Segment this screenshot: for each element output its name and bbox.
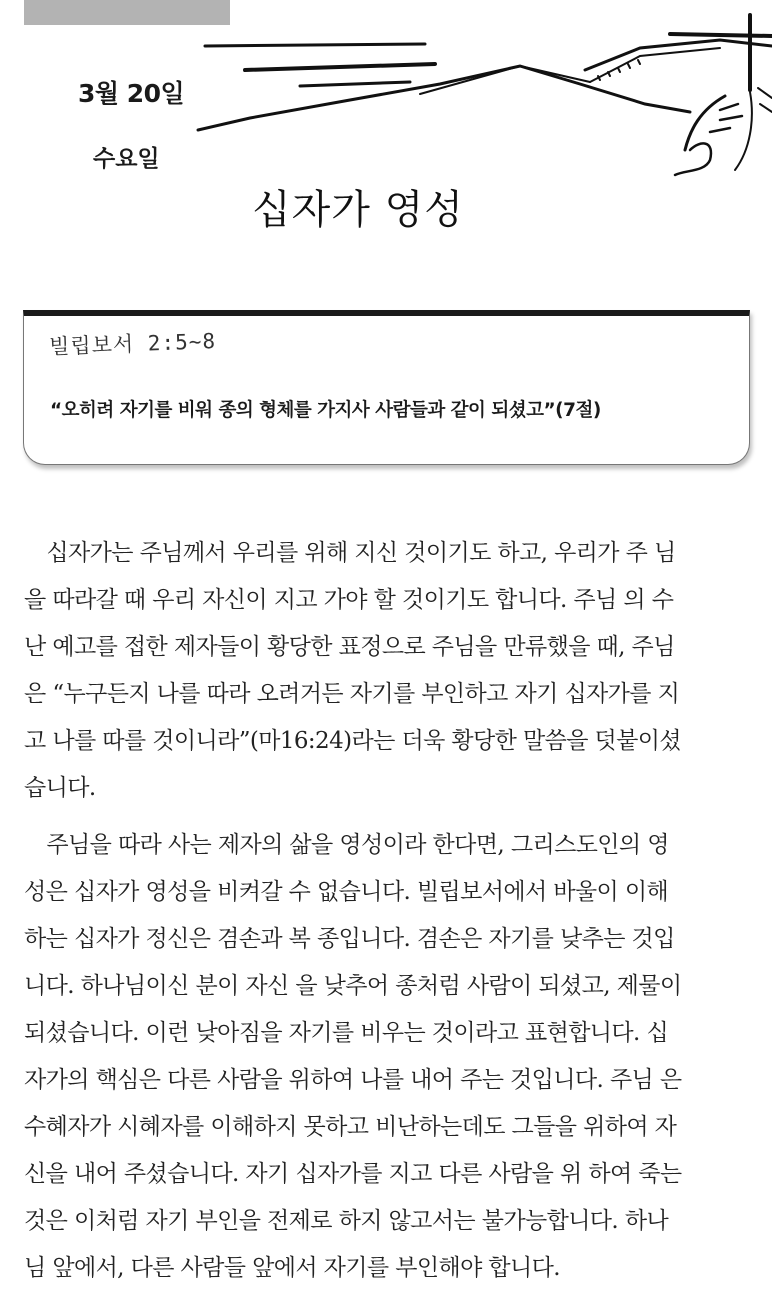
text-line: 성은 십자가 영성을 비켜갈 수 없습니다. 빌립보서에서 바울이 이해 — [24, 879, 669, 905]
text-line: 주님을 따라 사는 제자의 삶을 영성이라 한다면, 그리스도인의 영 — [24, 832, 669, 858]
cross-hill-illustration — [190, 0, 772, 180]
date-label: 3월 20일 — [78, 79, 185, 108]
paragraph-2 — [24, 822, 752, 1292]
text-line: 고 나를 따를 것이니라”(마16:24)라는 더욱 황당한 말씀을 덧붙이셨 — [24, 728, 681, 754]
text-line: 니다. 하나님이신 분이 자신 을 낮추어 종처럼 사람이 되셨고, 제물이 — [24, 973, 682, 999]
scripture-box — [23, 310, 750, 465]
text-line: 신을 내어 주셨습니다. 자기 십자가를 지고 다른 사람을 위 하여 죽는 — [24, 1161, 682, 1187]
text-line: 을 따라갈 때 우리 자신이 지고 가야 할 것이기도 합니다. 주님 의 수 — [24, 587, 674, 613]
text-line: 자가의 핵심은 다른 사람을 위하여 나를 내어 주는 것입니다. 주님 은 — [24, 1067, 682, 1093]
text-line: 하는 십자가 정신은 겸손과 복 종입니다. 겸손은 자기를 낮추는 것입 — [24, 926, 675, 952]
text-line: 되셨습니다. 이런 낮아짐을 자기를 비우는 것이라고 표현합니다. 십 — [24, 1020, 669, 1046]
paragraph-1 — [24, 530, 752, 812]
text-line: 수혜자가 시혜자를 이해하지 못하고 비난하는데도 그들을 위하여 자 — [24, 1114, 677, 1140]
page-title: 십자가 영성 — [252, 187, 464, 233]
text-line: 난 예고를 접한 제자들이 황당한 표정으로 주님을 만류했을 때, 주님 — [24, 634, 675, 660]
text-line: 님 앞에서, 다른 사람들 앞에서 자기를 부인해야 합니다. — [24, 1255, 560, 1281]
text-line: 습니다. — [24, 775, 96, 801]
text-line: 은 “누구든지 나를 따라 오려거든 자기를 부인하고 자기 십자가를 지 — [24, 681, 680, 707]
weekday-label: 수요일 — [93, 146, 160, 172]
scripture-quote: “오히려 자기를 비워 종의 형체를 가지사 사람들과 같이 되셨고”(7절) — [50, 400, 601, 421]
text-line: 것은 이처럼 자기 부인을 전제로 하지 않고서는 불가능합니다. 하나 — [24, 1208, 669, 1234]
text-line: 십자가는 주님께서 우리를 위해 지신 것이기도 하고, 우리가 주 님 — [24, 540, 676, 566]
scripture-reference: 빌립보서 2:5~8 — [48, 329, 217, 359]
